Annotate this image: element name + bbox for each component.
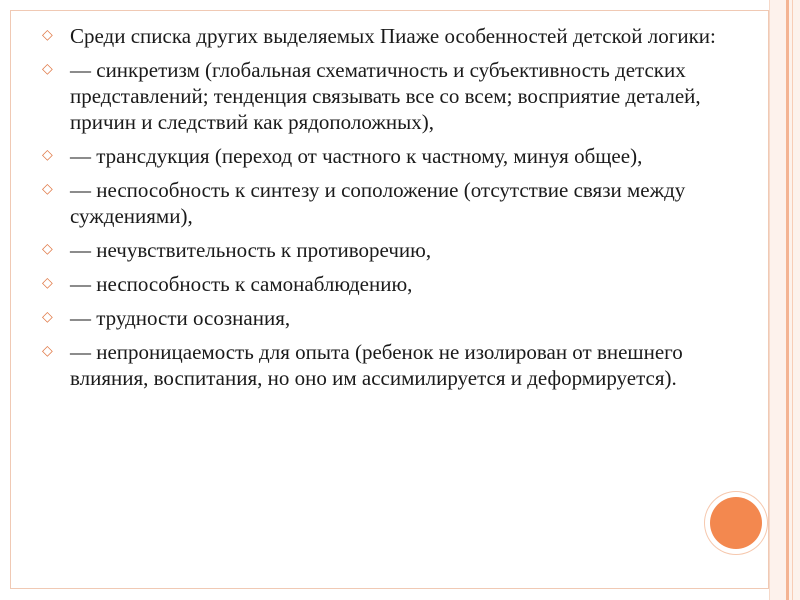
bullet-icon: ◇ xyxy=(42,28,53,43)
bullet-icon: ◇ xyxy=(42,310,53,325)
list-item xyxy=(40,305,720,331)
bullet-icon: ◇ xyxy=(42,276,53,291)
bullet-icon: ◇ xyxy=(42,242,53,257)
bullet-icon: ◇ xyxy=(42,62,53,77)
bullet-icon: ◇ xyxy=(42,182,53,197)
bullet-list xyxy=(40,23,720,399)
side-decoration-band xyxy=(769,0,800,600)
list-item-text: Среди списка других выделяемых Пиаже особенностей детской логики: xyxy=(70,24,716,48)
list-item-text: — неспособность к самонаблюдению, xyxy=(70,272,413,296)
side-decoration-line xyxy=(786,0,789,600)
list-item xyxy=(40,57,720,135)
list-item xyxy=(40,237,720,263)
decorative-circle xyxy=(710,497,762,549)
side-decoration-thin-line xyxy=(792,0,793,600)
list-item-text: — трансдукция (переход от частного к частному, минуя общее), xyxy=(70,144,643,168)
list-item xyxy=(40,23,720,49)
list-item-text: — нечувствительность к противоречию, xyxy=(70,238,432,262)
list-item xyxy=(40,177,720,229)
bullet-icon: ◇ xyxy=(42,148,53,163)
list-item-text: — неспособность к синтезу и сопoложение (отсутствие связи между суждениями), xyxy=(70,178,686,228)
list-item-text: — трудности осознания, xyxy=(70,306,291,330)
list-item xyxy=(40,339,720,391)
list-item-text: — синкретизм (глобальная схематичность и субъективность детских представлений; тенденция связывать все со всем; восприятие деталей, причин и следствий как рядоположных), xyxy=(70,58,701,134)
list-item xyxy=(40,143,720,169)
list-item xyxy=(40,271,720,297)
list-item-text: — непроницаемость для опыта (ребенок не изолирован от внешнего влияния, воспитания, но оно им ассимилируется и деформируется). xyxy=(70,340,683,390)
bullet-icon: ◇ xyxy=(42,344,53,359)
